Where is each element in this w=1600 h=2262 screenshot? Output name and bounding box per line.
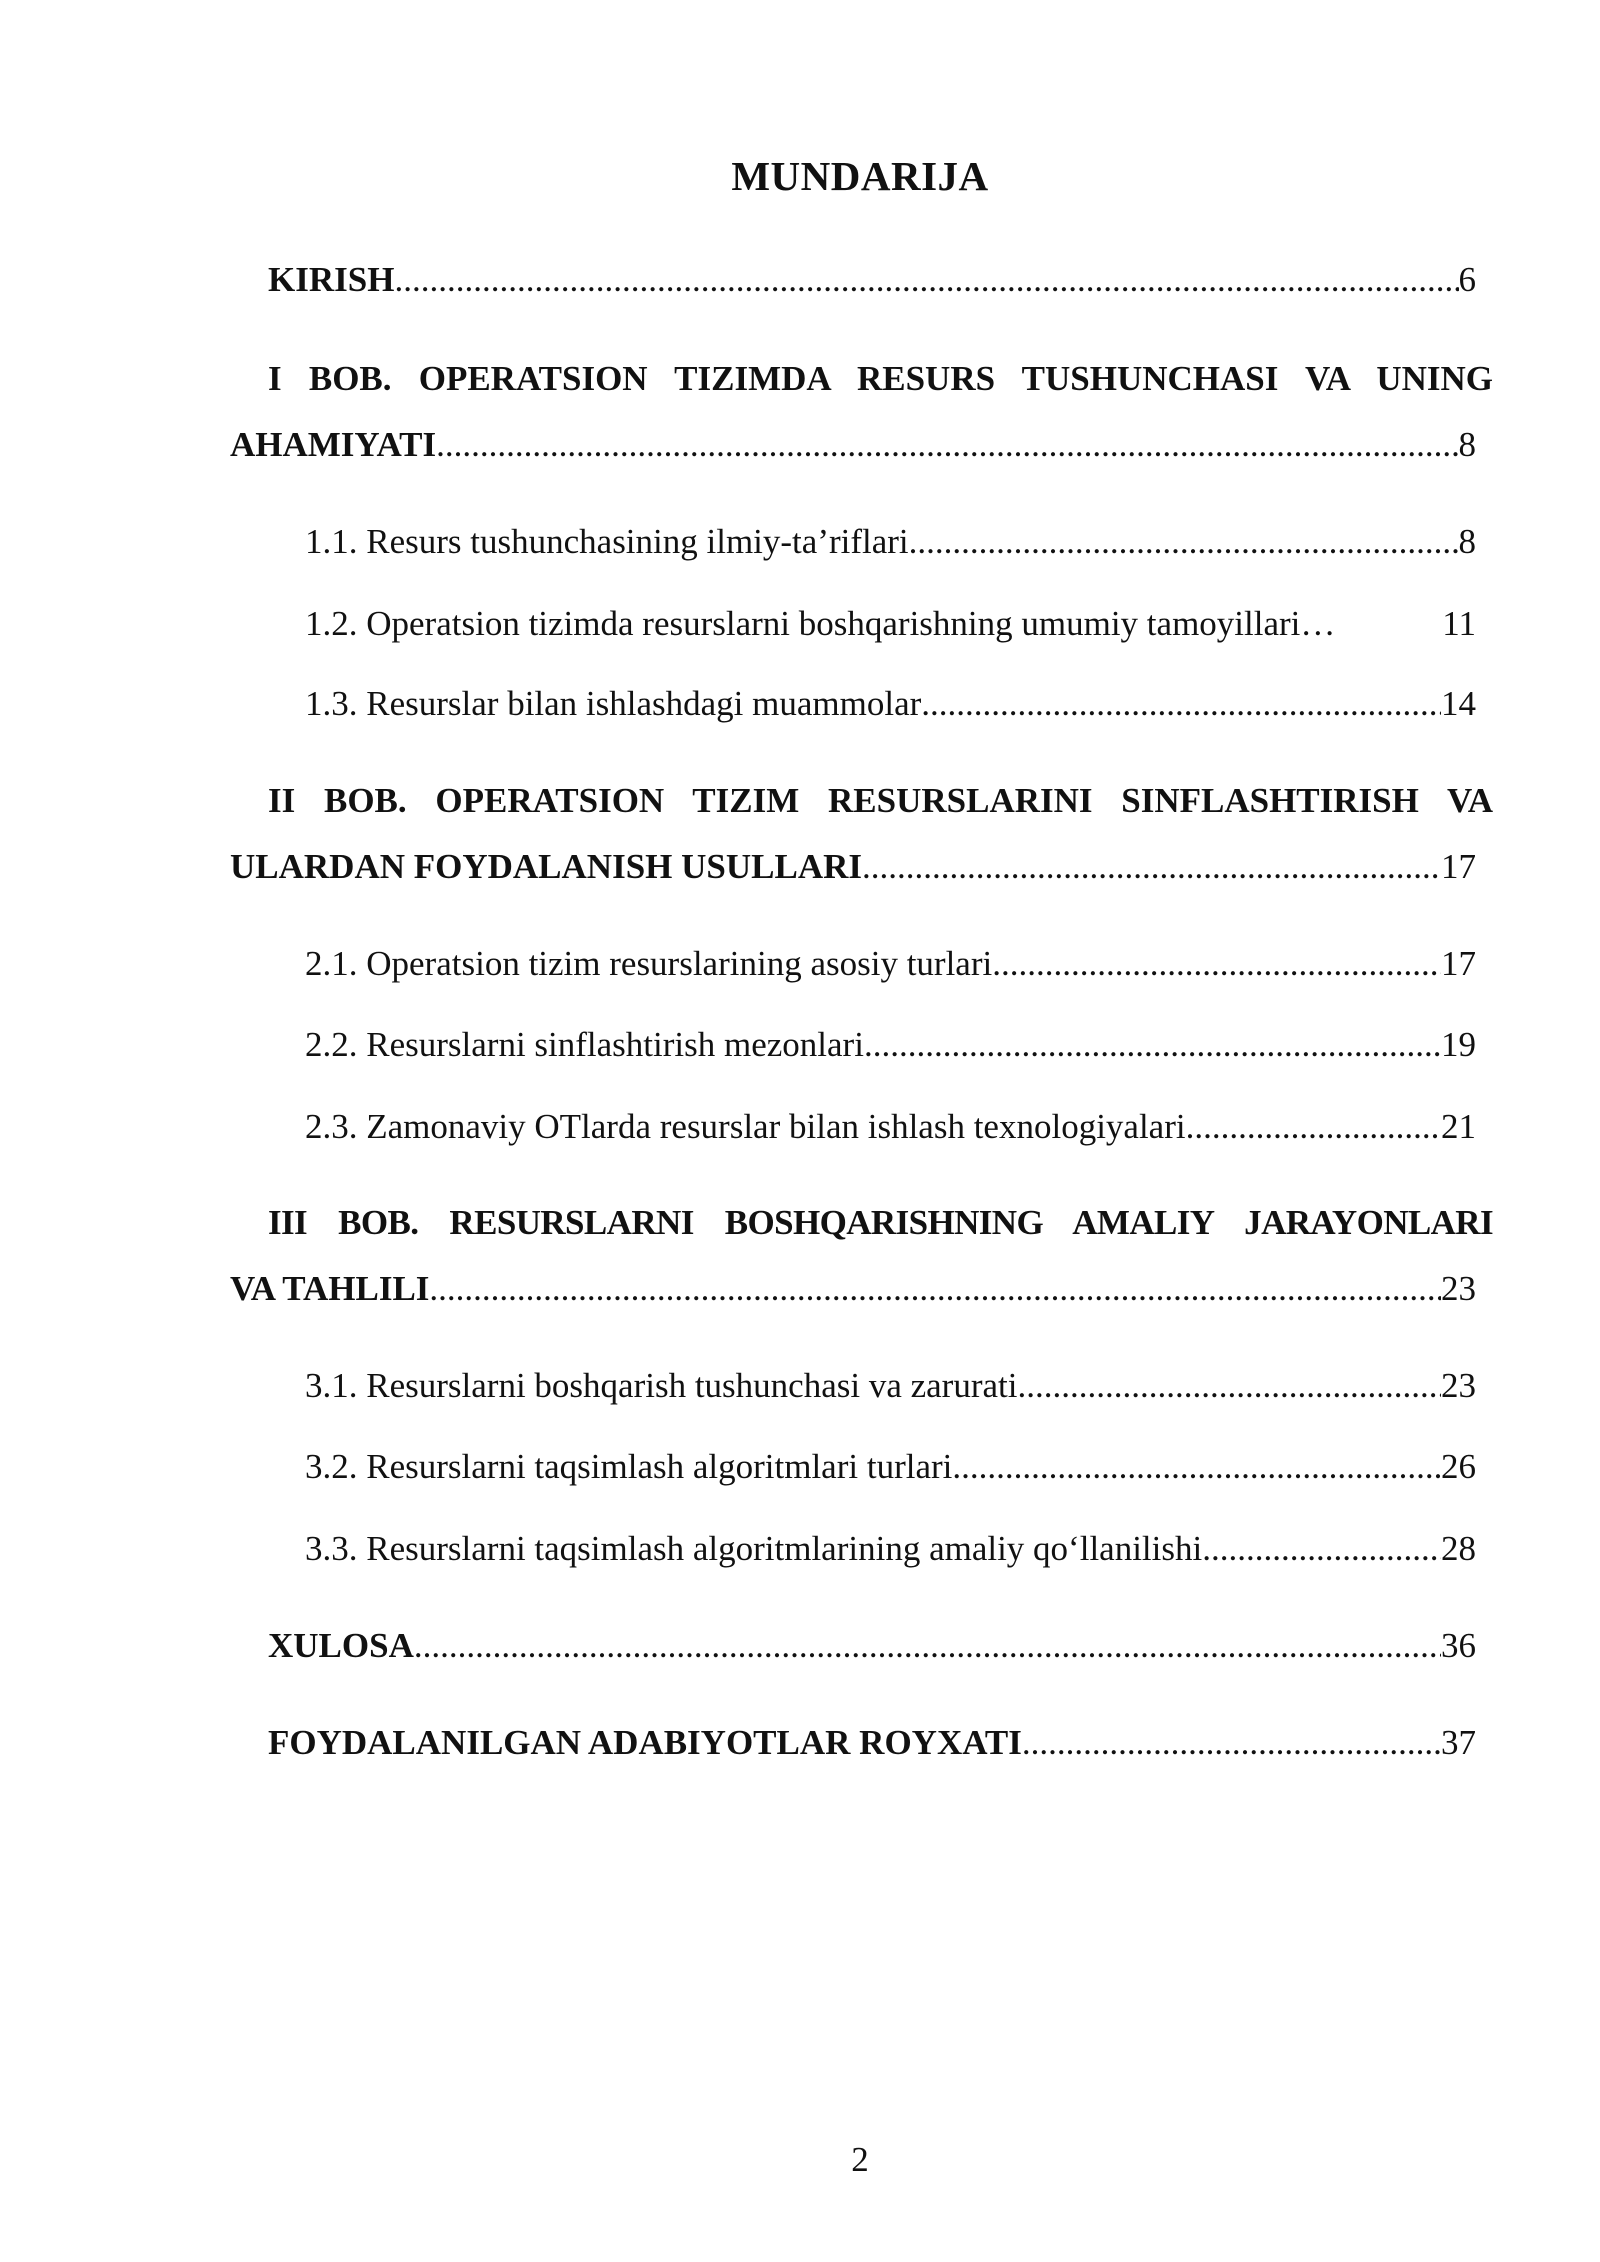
page-number-footer: 2	[851, 2140, 869, 2179]
toc-leader	[429, 1256, 1441, 1322]
toc-page-number: 36	[1441, 1626, 1476, 1665]
toc-leader	[921, 671, 1441, 737]
toc-leader	[1186, 1094, 1441, 1160]
toc-leader	[394, 247, 1458, 313]
toc-entry-kirish[interactable]	[268, 247, 1476, 313]
toc-entry-2-3[interactable]	[305, 1094, 1476, 1160]
toc-entry-xulosa[interactable]	[268, 1613, 1476, 1679]
toc-label: 2.2. Resurslarni sinflashtirish mezonlari	[305, 1025, 864, 1064]
toc-entry-2-1[interactable]	[305, 931, 1476, 997]
toc-page-number: 26	[1441, 1447, 1476, 1486]
toc-leader	[864, 1012, 1441, 1078]
toc-leader	[1017, 1353, 1441, 1419]
toc-chapter-heading: I BOB. OPERATSION TIZIMDA RESURS TUSHUNCHASI VA UNING	[268, 359, 1493, 398]
toc-label: 1.2. Operatsion tizimda resurslarni boshqarishning umumiy tamoyillari…	[305, 604, 1336, 643]
toc-page-number: 11	[1442, 604, 1476, 643]
toc-label: AHAMIYATI	[230, 425, 437, 464]
toc-entry-3-2[interactable]	[305, 1434, 1476, 1500]
toc-leader	[862, 834, 1441, 900]
toc-entry-1-2[interactable]	[305, 591, 1476, 657]
toc-entry-adabiyotlar[interactable]	[268, 1710, 1476, 1776]
toc-page-number: 23	[1441, 1366, 1476, 1405]
toc-entry-chapter-2[interactable]	[230, 768, 1493, 900]
toc-page-number: 23	[1441, 1269, 1476, 1308]
toc-label: ULARDAN FOYDALANISH USULLARI	[230, 847, 863, 886]
toc-label: 2.1. Operatsion tizim resurslarining asosiy turlari	[305, 944, 993, 983]
toc-entry-chapter-1[interactable]	[230, 346, 1493, 478]
toc-page-number: 8	[1458, 522, 1476, 561]
toc-page-number: 17	[1441, 944, 1476, 983]
toc-label: 1.3. Resurslar bilan ishlashdagi muammolar	[305, 684, 922, 723]
page-title: MUNDARIJA	[731, 153, 989, 199]
toc-leader	[436, 412, 1458, 478]
toc-leader	[1202, 1516, 1441, 1582]
toc-page-number: 17	[1441, 847, 1476, 886]
toc-label: VA TAHLILI	[230, 1269, 430, 1308]
toc-page-number: 6	[1458, 260, 1476, 299]
toc-leader	[1022, 1710, 1441, 1776]
toc-chapter-heading: III BOB. RESURSLARNI BOSHQARISHNING AMALIY JARAYONLARI	[268, 1203, 1493, 1242]
toc-leader	[992, 931, 1441, 997]
toc-entry-1-1[interactable]	[305, 509, 1476, 575]
toc-entry-1-3[interactable]	[305, 671, 1476, 737]
toc-page-number: 8	[1458, 425, 1476, 464]
toc-entry-chapter-3[interactable]	[230, 1190, 1493, 1322]
toc-chapter-heading: II BOB. OPERATSION TIZIM RESURSLARINI SINFLASHTIRISH VA	[268, 781, 1493, 820]
toc-label: 2.3. Zamonaviy OTlarda resurslar bilan ishlash texnologiyalari	[305, 1107, 1186, 1146]
toc-label: 3.3. Resurslarni taqsimlash algoritmlarining amaliy qo‘llanilishi	[305, 1529, 1203, 1568]
toc-label: 1.1. Resurs tushunchasining ilmiy-ta’riflari	[305, 522, 909, 561]
toc-leader	[414, 1613, 1441, 1679]
toc-label: FOYDALANILGAN ADABIYOTLAR ROYXATI	[268, 1723, 1022, 1762]
toc-page-number: 28	[1441, 1529, 1476, 1568]
toc-page-number: 37	[1441, 1723, 1476, 1762]
toc-entry-3-3[interactable]	[305, 1516, 1476, 1582]
toc-entry-2-2[interactable]	[305, 1012, 1476, 1078]
toc-leader	[909, 509, 1459, 575]
toc-page-number: 21	[1441, 1107, 1476, 1146]
toc-entry-3-1[interactable]	[305, 1353, 1476, 1419]
toc-leader	[952, 1434, 1441, 1500]
toc-label: KIRISH	[268, 260, 395, 299]
toc-label: 3.1. Resurslarni boshqarish tushunchasi va zarurati	[305, 1366, 1018, 1405]
toc-page-number: 19	[1441, 1025, 1476, 1064]
toc-label: XULOSA	[268, 1626, 414, 1665]
toc-page-number: 14	[1441, 684, 1476, 723]
toc-label: 3.2. Resurslarni taqsimlash algoritmlari turlari	[305, 1447, 953, 1486]
